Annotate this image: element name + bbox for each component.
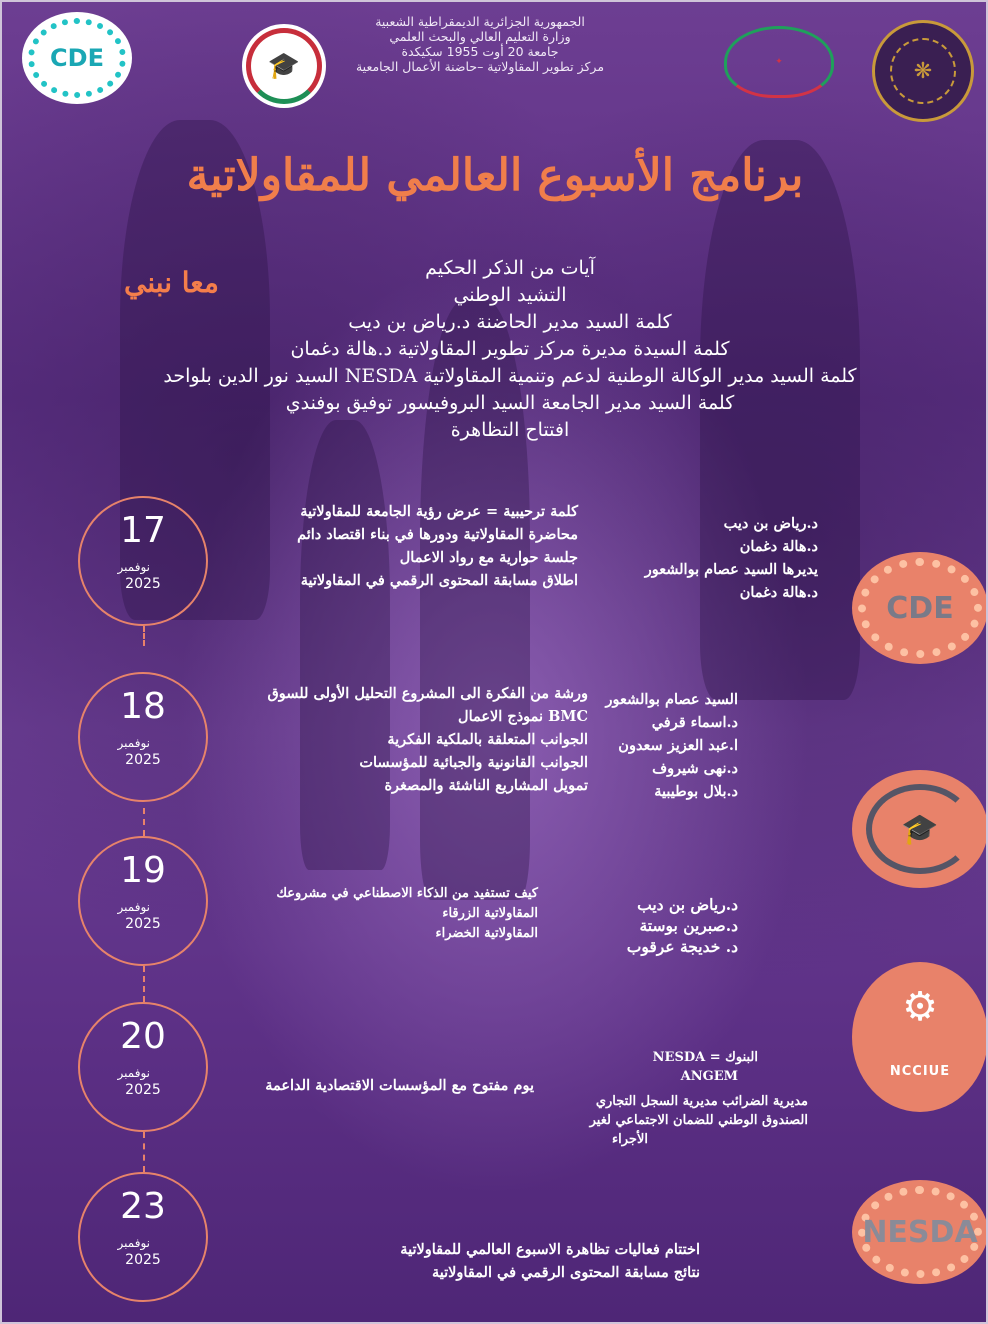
speaker-item: د.هالة دغمان (739, 538, 818, 555)
speaker-item: مديرية الضرائب مديرية السجل التجاري (595, 1094, 808, 1109)
day-number: 23 (120, 1186, 166, 1227)
event-item: تمويل المشاريع الناشئة والمصغرة (384, 777, 588, 794)
day-month: نوفمبر (117, 736, 150, 750)
program-item: افتتاح التظاهرة (450, 419, 570, 441)
program-item: كلمة السيد مدير الجامعة السيد البروفيسور توفيق بوفندي (285, 392, 735, 414)
event-item: محاضرة المقاولاتية ودورها في بناء اقتصاد دائم (297, 526, 578, 543)
header-institution (330, 14, 630, 74)
incubator-logo (242, 24, 326, 108)
day-speakers-20 (590, 1048, 808, 1149)
event-item: كيف تستفيد من الذكاء الاصطناعي في مشروعك (276, 886, 538, 901)
day-speakers-18 (606, 688, 738, 803)
speaker-item: د.صبرين بوستة (639, 916, 738, 935)
day-year: 2025 (125, 752, 161, 768)
day-circle-17 (78, 496, 208, 626)
day-year: 2025 (125, 1082, 161, 1098)
event-item: ورشة من الفكرة الى المشروع التحليل الأولى للسوق (267, 685, 588, 702)
day-events-18 (268, 682, 588, 797)
speaker-item: البنوك = NESDA (652, 1050, 758, 1065)
timeline-connector (143, 808, 145, 836)
day-number: 19 (120, 850, 166, 891)
cde-side-logo (852, 552, 988, 664)
speaker-item: د.نهى شيروف (652, 760, 738, 777)
nesda-logo-text: NESDA (862, 1214, 978, 1250)
speaker-item: الصندوق الوطني للضمان الاجتماعي لغير (589, 1113, 808, 1128)
day-year: 2025 (125, 916, 161, 932)
day-circle-20 (78, 1002, 208, 1132)
event-item: المقاولاتية الزرقاء (442, 906, 538, 921)
ministry-logo (724, 26, 834, 98)
program-item: كلمة السيدة مديرة مركز تطوير المقاولاتية د.هالة دغمان (290, 338, 730, 360)
timeline-connector (143, 966, 145, 1002)
graduation-cap-icon: 🎓 (901, 811, 939, 847)
speaker-item: د.اسماء قرفي (651, 714, 738, 731)
day-events-17 (297, 500, 578, 592)
page-title: برنامج الأسبوع العالمي للمقاولاتية (186, 150, 804, 201)
gear-icon: ⚙ (902, 984, 938, 1030)
graduation-cap-icon: 🎓 (267, 51, 301, 81)
header-line: وزارة التعليم العالي والبحث العلمي (389, 29, 571, 44)
event-item: الجوانب القانونية والجبائية للمؤسسات (359, 754, 588, 771)
header-line: مركز تطوير المقاولاتية –حاضنة الأعمال الجامعية (355, 59, 605, 74)
day-number: 18 (120, 686, 166, 727)
ncciue-logo (852, 962, 988, 1112)
ncciue-logo-text: NCCIUE (889, 1063, 951, 1079)
event-item: اطلاق مسابقة المحتوى الرقمي في المقاولاتية (300, 572, 578, 589)
day-month: نوفمبر (117, 1066, 150, 1080)
event-item: اختتام فعاليات تظاهرة الاسبوع العالمي للمقاولاتية (400, 1241, 700, 1258)
day-circle-19 (78, 836, 208, 966)
seal-emblem-icon: ❋ (890, 38, 956, 104)
header-line: الجمهورية الجزائرية الديمقراطية الشعبية (375, 14, 585, 29)
event-item: المقاولاتية الخضراء (435, 926, 538, 941)
day-number: 17 (120, 510, 166, 551)
swoosh-icon: ✦ (775, 57, 783, 67)
cde-side-logo-text: CDE (886, 590, 954, 626)
day-year: 2025 (125, 1252, 161, 1268)
day-circle-23 (78, 1172, 208, 1302)
day-month: نوفمبر (117, 900, 150, 914)
speaker-item: د. خديجة عرقوب (626, 937, 738, 956)
day-month: نوفمبر (117, 560, 150, 574)
event-item: كلمة ترحيبية = عرض رؤية الجامعة للمقاولاتية (300, 503, 578, 520)
speaker-item: ANGEM (680, 1069, 738, 1084)
opening-program (150, 255, 870, 444)
day-speakers-19 (627, 894, 738, 957)
program-item: آيات من الذكر الحكيم (425, 257, 595, 279)
day-events-19 (276, 884, 538, 944)
speaker-item: د.رياض بن ديب (637, 895, 738, 914)
event-item: جلسة حوارية مع رواد الاعمال (399, 549, 578, 566)
event-item: BMC نموذج الاعمال (458, 708, 588, 725)
university-seal-logo (872, 20, 974, 122)
slogan: معا نبني (124, 266, 219, 299)
background-rock (300, 420, 390, 870)
timeline-connector (143, 626, 145, 646)
timeline-connector (143, 1132, 145, 1172)
nesda-logo (852, 1180, 988, 1284)
header-line: جامعة 20 أوت 1955 سكيكدة (401, 44, 559, 59)
speaker-item: الأجراء (612, 1132, 648, 1147)
speaker-item: يديرها السيد عصام بوالشعور (644, 561, 818, 578)
event-item: نتائج مسابقة المحتوى الرقمي في المقاولاتية (431, 1264, 700, 1281)
event-item: الجوانب المتعلقة بالملكية الفكرية (387, 731, 588, 748)
program-item: التشيد الوطني (453, 284, 567, 306)
day-number: 20 (120, 1016, 166, 1057)
cde-logo (22, 12, 132, 104)
day-events-23 (300, 1238, 700, 1284)
speaker-item: د.بلال بوطيبية (654, 783, 738, 800)
speaker-item: ا.عبد العزيز سعدون (618, 737, 738, 754)
day-speakers-17 (645, 512, 818, 604)
day-events-20 (265, 1074, 534, 1097)
speaker-item: السيد عصام بوالشعور (605, 691, 738, 708)
cde-logo-text: CDE (50, 44, 104, 72)
day-month: نوفمبر (117, 1236, 150, 1250)
speaker-item: د.رياض بن ديب (723, 515, 818, 532)
event-item: يوم مفتوح مع المؤسسات الاقتصادية الداعمة (265, 1077, 534, 1094)
speaker-item: د.هالة دغمان (739, 584, 818, 601)
day-circle-18 (78, 672, 208, 802)
incubator-side-logo (852, 770, 988, 888)
program-item: كلمة السيد مدير الوكالة الوطنية لدعم وتنمية المقاولاتية NESDA السيد نور الدين بلواحد (163, 365, 857, 387)
program-item: كلمة السيد مدير الحاضنة د.رياض بن ديب (348, 311, 672, 333)
day-year: 2025 (125, 576, 161, 592)
